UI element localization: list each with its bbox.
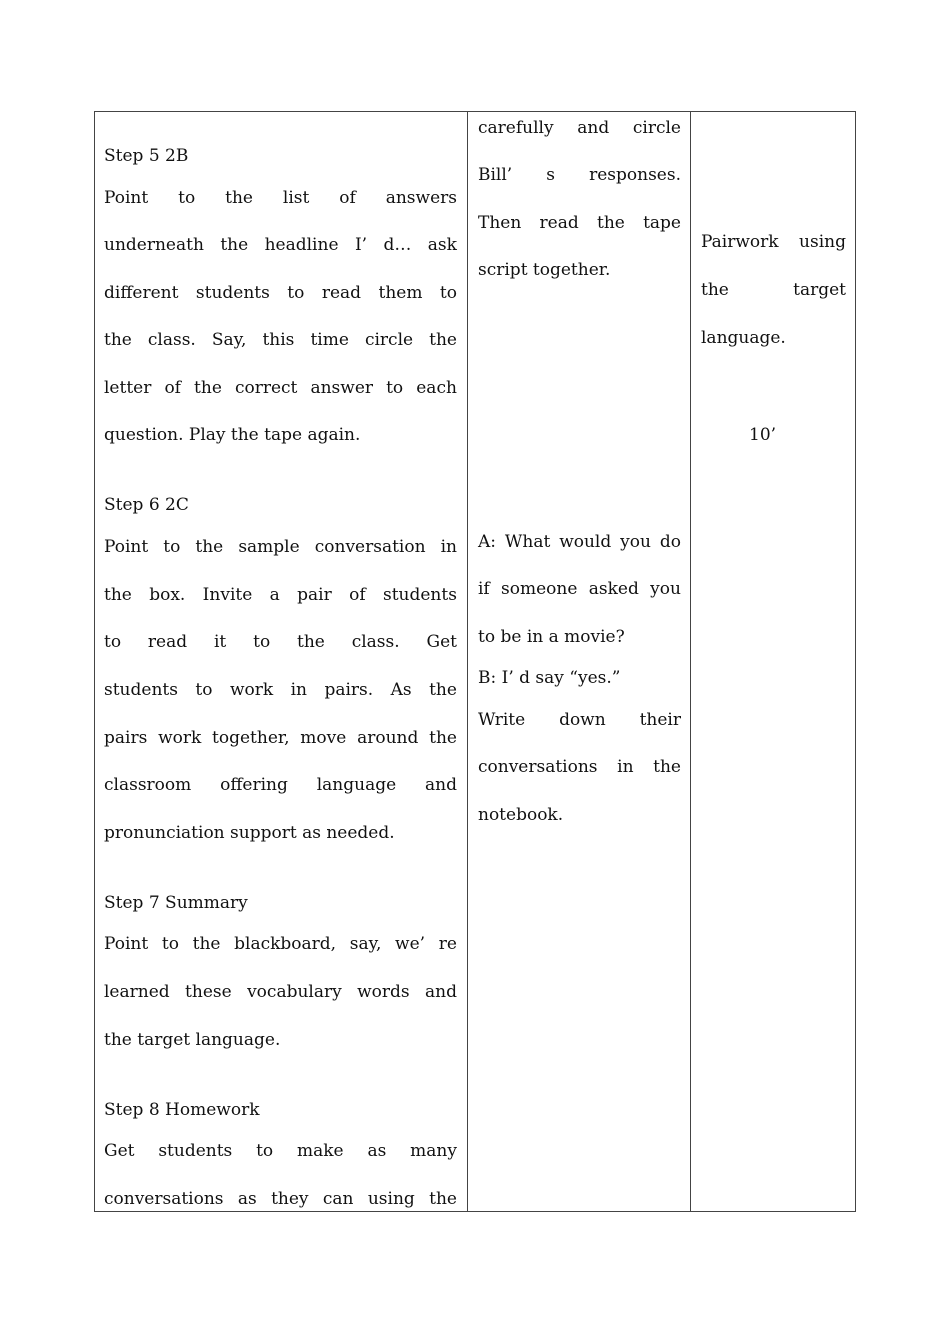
step5-line [104,235,457,255]
word: correct [234,378,298,398]
word: read [147,632,188,652]
word: vocabulary [247,982,342,1002]
step6-line [104,585,457,605]
word: read [539,213,579,233]
dialog-line [478,532,681,552]
word: do [659,532,681,552]
purpose-line [701,232,846,252]
word: to [256,1141,274,1161]
word: the [701,280,729,300]
dialog-line: B: I’ d say “yes.” [478,668,621,688]
column-divider-2 [690,111,691,1212]
word: to [386,378,404,398]
word: many [410,1141,457,1161]
word: A: [478,532,497,552]
word: as [367,1141,387,1161]
word: and [577,118,610,138]
word: conversation [314,537,426,557]
word: pair [297,585,332,605]
word: As [390,680,412,700]
word: you [650,579,681,599]
step5-line [104,378,457,398]
word: Invite [202,585,253,605]
word: say, [349,934,382,954]
word: time [310,330,349,350]
step5-line: question. Play the tape again. [104,425,361,445]
step6-line [104,728,457,748]
word: circle [632,118,681,138]
activity-line: script together. [478,260,611,280]
word: What [504,532,551,552]
word: responses. [589,165,681,185]
word: conversations [478,757,598,777]
word: to [161,934,179,954]
step5-line [104,283,457,303]
time-label: 10’ [749,425,777,445]
step6-line [104,632,457,652]
word: students [382,585,457,605]
word: of [349,585,366,605]
word: the [429,728,457,748]
word: of [339,188,356,208]
word: these [185,982,232,1002]
word: answers [385,188,457,208]
word: down [559,710,606,730]
word: letter [104,378,152,398]
word: it [213,632,227,652]
word: asked [588,579,639,599]
word: Point [104,934,149,954]
word: tape [643,213,681,233]
word: pairs [104,728,148,748]
step5-heading: Step 5 2B [104,146,189,166]
word: the [429,330,457,350]
word: around [357,728,419,748]
word: of [164,378,181,398]
word: students [195,283,270,303]
word: conversations [104,1189,224,1209]
word: Point [104,537,149,557]
word: re [438,934,457,954]
word: read [321,283,362,303]
dialog-line: notebook. [478,805,564,825]
step6-line [104,680,457,700]
dialog-line [478,710,681,730]
word: make [297,1141,344,1161]
step8-heading: Step 8 Homework [104,1100,260,1120]
word: pairs. [324,680,374,700]
word: in [617,757,634,777]
word: Get [104,1141,135,1161]
word: using [367,1189,415,1209]
word: d… [383,235,412,255]
step7-heading: Step 7 Summary [104,893,248,913]
word: carefully [478,118,554,138]
step6-line [104,775,457,795]
word: Say, [211,330,247,350]
word: someone [501,579,578,599]
step6-heading: Step 6 2C [104,495,189,515]
word: circle [364,330,414,350]
word: Pairwork [701,232,779,252]
step7-line [104,934,457,954]
word: to [178,188,196,208]
activity-line [478,213,681,233]
word: to [163,537,181,557]
word: ask [427,235,457,255]
step6-line [104,537,457,557]
word: using [799,232,846,252]
dialog-line: to be in a movie? [478,627,625,647]
word: class. [351,632,400,652]
word: language [316,775,397,795]
word: the [429,1189,457,1209]
word: target [793,280,846,300]
word: Get [426,632,457,652]
word: the [104,330,132,350]
word: the [220,235,249,255]
word: work [158,728,202,748]
activity-line [478,118,681,138]
word: Write [478,710,526,730]
word: students [104,680,178,700]
word: we’ [395,934,426,954]
word: I’ [354,235,368,255]
word: answer [310,378,374,398]
word: if [478,579,490,599]
word: can [322,1189,354,1209]
word: together, [212,728,290,748]
word: students [158,1141,233,1161]
word: the [653,757,681,777]
step7-line [104,982,457,1002]
word: blackboard, [234,934,337,954]
word: as [237,1189,257,1209]
word: each [416,378,457,398]
word: the [225,188,253,208]
word: a [269,585,280,605]
word: in [440,537,457,557]
word: class. [147,330,196,350]
word: words [357,982,410,1002]
dialog-line [478,757,681,777]
step6-line: pronunciation support as needed. [104,823,395,843]
word: you [620,532,651,552]
word: work [229,680,274,700]
word: this [262,330,295,350]
word: classroom [104,775,192,795]
word: would [559,532,612,552]
word: different [104,283,179,303]
word: the [429,680,457,700]
word: to [195,680,213,700]
activity-line [478,165,681,185]
dialog-line [478,579,681,599]
word: the [195,537,224,557]
word: the [596,213,625,233]
step8-line [104,1141,457,1161]
word: headline [264,235,339,255]
word: the [194,378,222,398]
word: the [104,585,132,605]
word: box. [149,585,186,605]
purpose-line: language. [701,328,786,348]
word: learned [104,982,170,1002]
word: Bill’ [478,165,513,185]
word: underneath [104,235,204,255]
word: in [290,680,307,700]
word: Then [478,213,522,233]
purpose-line [701,280,846,300]
word: the [297,632,325,652]
word: sample [238,537,300,557]
word: the [192,934,221,954]
step5-line [104,330,457,350]
step8-line [104,1189,457,1209]
word: to [439,283,457,303]
step7-line: the target language. [104,1030,281,1050]
word: s [546,165,556,185]
word: to [104,632,122,652]
word: to [253,632,271,652]
word: to [287,283,305,303]
word: offering [220,775,288,795]
word: Point [104,188,149,208]
word: their [639,710,681,730]
word: them [378,283,423,303]
word: and [425,982,457,1002]
word: move [300,728,347,748]
word: and [425,775,457,795]
word: they [271,1189,309,1209]
step5-line [104,188,457,208]
column-divider-1 [467,111,468,1212]
word: list [282,188,310,208]
